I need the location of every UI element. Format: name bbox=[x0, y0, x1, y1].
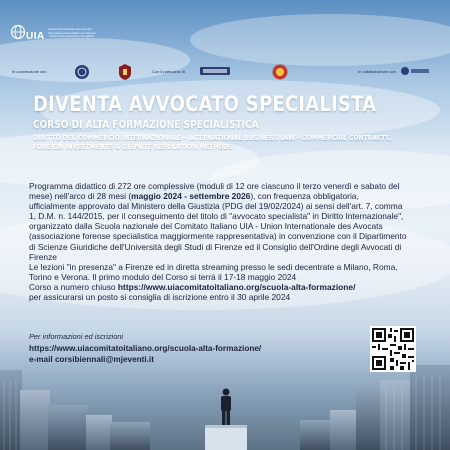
body-p3-link[interactable]: https://www.uiacomitatoitaliano.org/scuola-alta-formazione/ bbox=[117, 281, 356, 292]
body-p2: Le lezioni "in presenza" a Firenze ed in diretta streaming presso le sedi decentrate a Milano, Roma, Torino e Verona. Il primo modulo del Corso si terrà il 17-18 maggio 2024 bbox=[29, 261, 398, 282]
qr-code-icon[interactable] bbox=[370, 326, 416, 372]
mj-eventi-logo-icon bbox=[400, 65, 430, 77]
uia-globe-icon bbox=[10, 24, 26, 40]
ordine-avvocati-firenze-logo-icon bbox=[118, 63, 132, 81]
partner-label-collaborazione: In collaborazione con bbox=[358, 69, 396, 74]
uia-brand: UIA bbox=[26, 31, 45, 42]
body-p1-a: Programma didattico di 272 ore complessive (moduli di 12 ore ciascuno il terzo venerdì e sabato del mese) nell'arco di 28 mesi ( bbox=[29, 181, 400, 202]
partner-label-convenzione: In convenzione con bbox=[12, 69, 47, 74]
universita-firenze-logo-icon bbox=[74, 64, 90, 80]
partner-label-patrocinio: Con il patrocinio di bbox=[152, 69, 185, 74]
course-description bbox=[29, 181, 407, 302]
course-subtitle: CORSO DI ALTA FORMAZIONE SPECIALISTICA bbox=[33, 119, 259, 131]
header-logo-row bbox=[0, 0, 450, 56]
partner-logos-row bbox=[0, 60, 450, 82]
businessman-silhouette-icon bbox=[221, 389, 231, 426]
info-url-link[interactable]: https://www.uiacomitatoitaliano.org/scuola-alta-formazione/ bbox=[29, 344, 262, 353]
info-email-link[interactable]: e-mail corsibiennali@mjeventi.it bbox=[29, 355, 154, 364]
body-p1-dates: maggio 2024 - settembre 2026 bbox=[131, 191, 251, 202]
page-title: DIVENTA AVVOCATO SPECIALISTA bbox=[33, 92, 377, 116]
unidroit-logo-icon bbox=[200, 65, 230, 77]
uia-brand-subtitle: Union Internationale des Avocats · International Association of Lawyers · Unión Internacional de Abogados bbox=[48, 27, 96, 39]
body-p1-b: ), con frequenza obbligatoria, ufficialmente approvato dal Ministero della Giustizia (PDG del 19/02/2024) ai sensi dell'art. 7, comma 1, D.M. n. 144/2015, per il conseguimento del titolo di "avvocato specialista" in Diritto Internazionale", organizzato dalla Scuola nazionale del Comitato Italiano UIA - Union Internationale des Avocats (associazione forense specialistica maggiormente rappresentativa) in convenzione con il Dipartimento di Scienze Giuridiche dell'Università degli Studi di Firenze ed il Consiglio dell'Ordine degli Avvocati di Firenze bbox=[29, 191, 407, 262]
cnf-logo-icon bbox=[272, 63, 288, 81]
body-p3-a: Corso a numero chiuso bbox=[29, 281, 118, 292]
body-p3-b: per assicurarsi un posto si consiglia di iscrizione entro il 30 aprile 2024 bbox=[29, 292, 291, 303]
topics-line-1: DIRITTO DEL COMMERCIO INTERNAZIONALE - INTERNATIONAL BUSINESS LAW - COMMERCIAL CONTRACTS, bbox=[33, 134, 393, 142]
course-topics bbox=[33, 134, 403, 152]
topics-line-2: FOREIGN INVESTMENTS & DISPUTE RESOLUTION METHODS bbox=[33, 143, 234, 151]
info-title: Per informazioni ed iscrizioni bbox=[29, 332, 124, 341]
